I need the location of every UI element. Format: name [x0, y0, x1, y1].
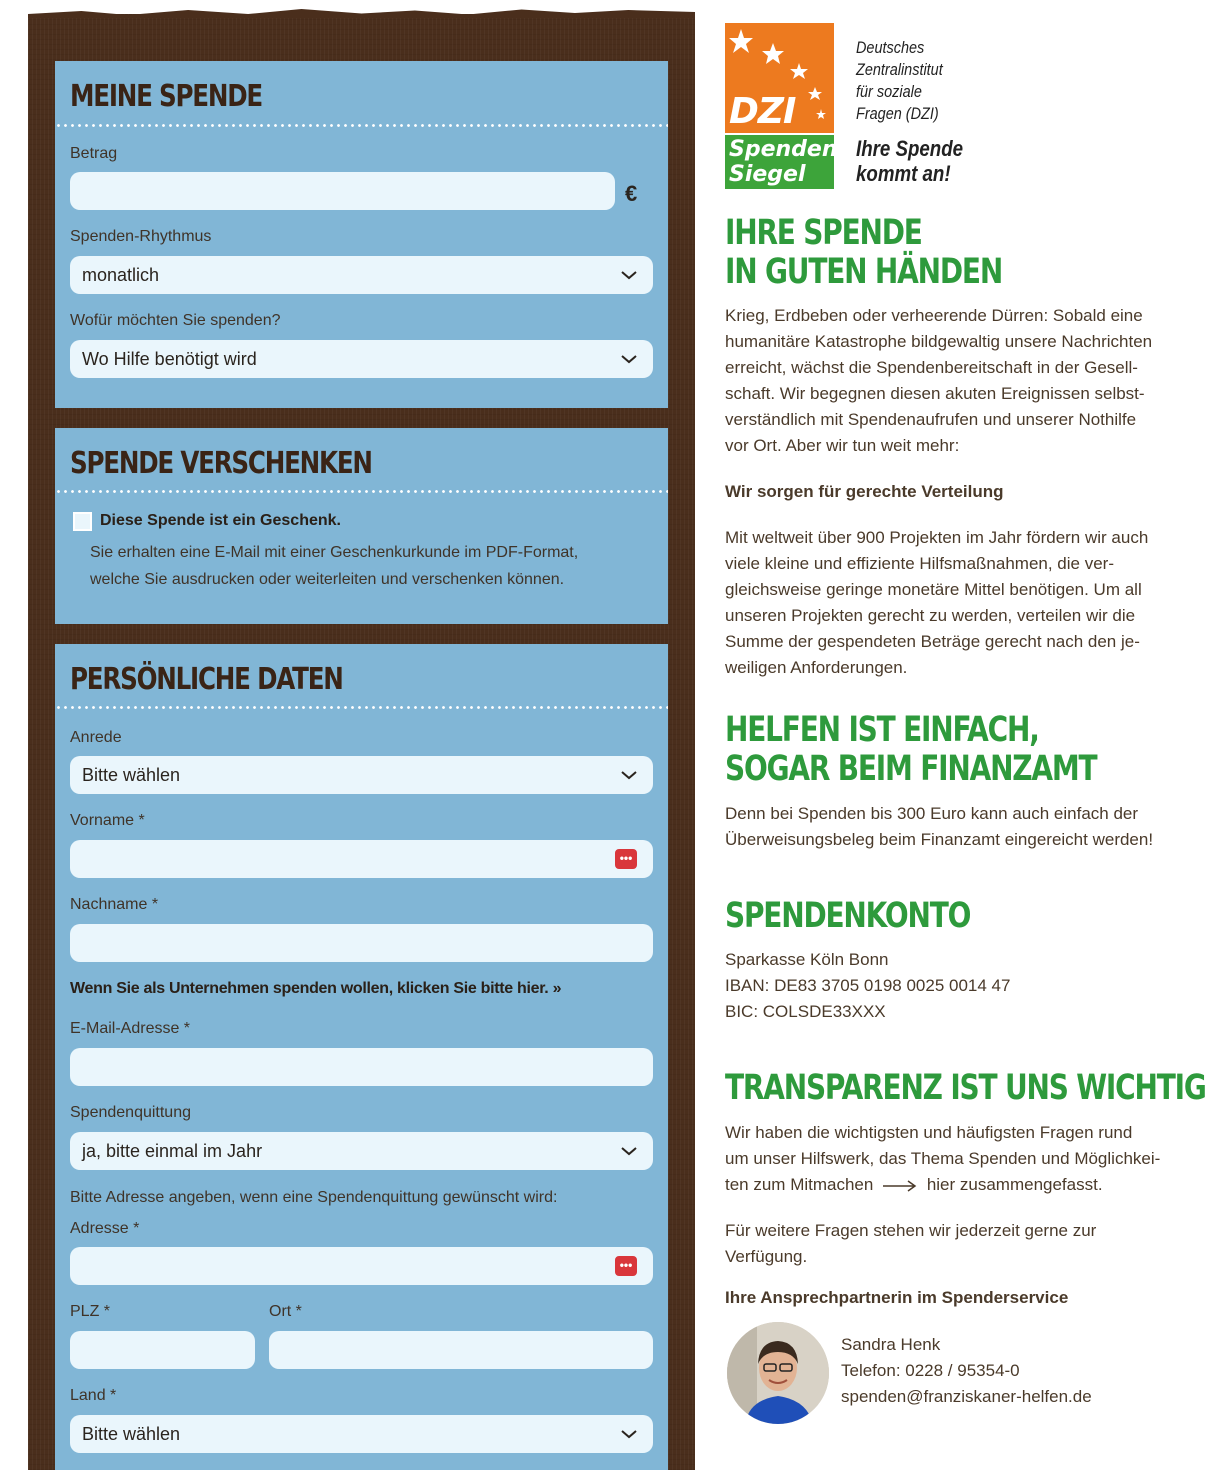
bank-name: Sparkasse Köln Bonn	[725, 950, 889, 969]
personal-heading: PERSÖNLICHE DATEN	[70, 662, 343, 697]
seal-dzi-text: DZI	[729, 91, 796, 132]
heading-line: IN GUTEN HÄNDEN	[725, 252, 1003, 292]
chevron-down-icon	[621, 351, 637, 367]
heading-good-hands	[725, 214, 1002, 292]
salutation-select[interactable]	[70, 756, 653, 794]
contact-email[interactable]: spenden@franziskaner-helfen.de	[841, 1387, 1092, 1406]
text-line: erreicht, wächst die Spendenbereitschaft in der Gesell-	[725, 358, 1138, 377]
divider	[55, 706, 668, 709]
divider	[55, 490, 668, 493]
email-label: E-Mail-Adresse *	[70, 1020, 191, 1037]
text-line: gleichsweise geringe monetäre Mittel benötigen. Um all	[725, 580, 1142, 599]
seal-bottom	[725, 133, 847, 189]
chevron-down-icon	[621, 1143, 637, 1159]
rhythm-value: monatlich	[82, 265, 160, 285]
receipt-select[interactable]	[70, 1132, 653, 1170]
email-input[interactable]	[70, 1048, 653, 1086]
country-value: Bitte wählen	[82, 1424, 181, 1444]
text-line: viele kleine und effiziente Hilfsmaßnahmen, die ver-	[725, 554, 1114, 573]
person-photo	[727, 1322, 829, 1424]
arrow-right-icon	[882, 1180, 918, 1192]
org-line: Fragen (DZI)	[856, 104, 939, 123]
city-input[interactable]	[269, 1331, 653, 1369]
org-line: Zentralinstitut	[856, 60, 943, 79]
bank-bic: BIC: COLSDE33XXX	[725, 1002, 886, 1021]
text-line: schaft. Wir begegnen diesen akuten Ereignissen selbst-	[725, 384, 1145, 403]
firstname-input[interactable]	[70, 840, 653, 878]
text-line: Mit weltweit über 900 Projekten im Jahr fördern wir auch	[725, 528, 1149, 547]
address-input[interactable]	[70, 1247, 653, 1285]
text-fragment: ten zum Mitmachen	[725, 1175, 874, 1194]
heading-line: HELFEN IST EINFACH,	[725, 710, 1039, 750]
text-line	[725, 1172, 1193, 1198]
donation-panel	[55, 61, 668, 408]
questions-paragraph	[725, 1218, 1193, 1270]
contact-name: Sandra Henk	[841, 1335, 941, 1354]
heading-line: IHRE SPENDE	[725, 213, 922, 253]
donation-heading: MEINE SPENDE	[70, 79, 263, 114]
country-select[interactable]	[70, 1415, 653, 1453]
bank-iban: IBAN: DE83 3705 0198 0025 0014 47	[725, 976, 1011, 995]
zip-input[interactable]	[70, 1331, 255, 1369]
seal-line: Siegel	[729, 162, 806, 187]
lastname-input[interactable]	[70, 924, 653, 962]
zip-label: PLZ *	[70, 1303, 111, 1320]
subheading-distribution: Wir sorgen für gerechte Verteilung	[725, 482, 1004, 501]
text-line: Wir haben die wichtigsten und häufigsten Fragen rund	[725, 1123, 1133, 1142]
gift-checkbox-label[interactable]: Diese Spende ist ein Geschenk.	[100, 512, 341, 529]
text-line: vor Ort. Aber wir tun weit mehr:	[725, 436, 960, 455]
password-manager-icon[interactable]: •••	[615, 1256, 637, 1276]
chevron-down-icon	[621, 1426, 637, 1442]
claim-line: kommt an!	[856, 161, 951, 186]
text-line: um unser Hilfswerk, das Thema Spenden und Möglichkei-	[725, 1149, 1161, 1168]
salutation-value: Bitte wählen	[82, 765, 181, 785]
dzi-seal-logo	[725, 23, 847, 189]
country-label: Land *	[70, 1387, 117, 1404]
gift-heading: SPENDE VERSCHENKEN	[70, 446, 372, 481]
gift-checkbox[interactable]	[73, 512, 92, 531]
address-label: Adresse *	[70, 1220, 140, 1237]
gift-description-line: welche Sie ausdrucken oder weiterleiten und verschenken können.	[90, 571, 565, 588]
dzi-org-name	[856, 37, 943, 125]
org-line: Deutsches	[856, 38, 925, 57]
rhythm-select[interactable]	[70, 256, 653, 294]
lastname-label: Nachname *	[70, 896, 159, 913]
city-label: Ort *	[269, 1303, 302, 1320]
avatar	[727, 1322, 829, 1424]
rhythm-label: Spenden-Rhythmus	[70, 228, 212, 245]
claim-line: Ihre Spende	[856, 136, 964, 161]
text-line: weiligen Anforderungen.	[725, 658, 908, 677]
seal-line: Spenden-	[729, 137, 847, 162]
text-line: unseren Projekten gerecht zu werden, verteilen wir die	[725, 606, 1136, 625]
dzi-claim	[856, 136, 963, 186]
org-line: für soziale	[856, 82, 922, 101]
purpose-label: Wofür möchten Sie spenden?	[70, 312, 281, 329]
transparency-paragraph	[725, 1120, 1193, 1198]
text-line: verständlich mit Spendenaufrufen und unserer Nothilfe	[725, 410, 1137, 429]
address-hint: Bitte Adresse angeben, wenn eine Spendenquittung gewünscht wird:	[70, 1189, 558, 1206]
contact-phone: Telefon: 0228 / 95354-0	[841, 1361, 1020, 1380]
faq-link[interactable]: hier zusammengefasst.	[926, 1175, 1103, 1194]
bank-details	[725, 947, 1193, 1025]
heading-transparency: TRANSPARENZ IST UNS WICHTIG	[725, 1068, 1206, 1108]
contact-details	[841, 1332, 1191, 1410]
euro-symbol: €	[625, 181, 638, 206]
receipt-label: Spendenquittung	[70, 1104, 191, 1121]
heading-line: SOGAR BEIM FINANZAMT	[725, 749, 1097, 789]
chevron-down-icon	[621, 767, 637, 783]
firstname-label: Vorname *	[70, 812, 145, 829]
text-line: Summe der gespendeten Beträge gerecht nach den je-	[725, 632, 1140, 651]
gift-panel	[55, 428, 668, 624]
salutation-label: Anrede	[70, 729, 122, 746]
receipt-value: ja, bitte einmal im Jahr	[82, 1141, 263, 1161]
divider	[55, 124, 668, 127]
personal-panel	[55, 644, 668, 1470]
amount-input[interactable]	[70, 172, 615, 210]
heading-tax-office	[725, 711, 1096, 789]
amount-label: Betrag	[70, 145, 118, 162]
company-donation-link[interactable]: Wenn Sie als Unternehmen spenden wollen, klicken Sie bitte hier. »	[70, 980, 562, 997]
distribution-paragraph	[725, 525, 1193, 681]
text-line: Denn bei Spenden bis 300 Euro kann auch einfach der	[725, 804, 1139, 823]
text-line: humanitäre Katastrophe bildgewaltig unsere Nachrichten	[725, 332, 1153, 351]
purpose-select[interactable]	[70, 340, 653, 378]
chevron-down-icon	[621, 267, 637, 283]
text-line: Für weitere Fragen stehen wir jederzeit gerne zur	[725, 1221, 1097, 1240]
intro-paragraph	[725, 303, 1193, 459]
text-line: Überweisungsbeleg beim Finanzamt eingereicht werden!	[725, 830, 1154, 849]
seal-siegel-text	[729, 137, 847, 187]
heading-bank-account: SPENDENKONTO	[725, 896, 971, 936]
text-line: Verfügung.	[725, 1247, 808, 1266]
seal-top	[725, 23, 834, 133]
text-line: Krieg, Erdbeben oder verheerende Dürren: Sobald eine	[725, 306, 1143, 325]
purpose-value: Wo Hilfe benötigt wird	[82, 349, 257, 369]
tax-paragraph	[725, 801, 1193, 853]
gift-description-line: Sie erhalten eine E-Mail mit einer Geschenkurkunde im PDF-Format,	[90, 544, 579, 561]
password-manager-icon[interactable]: •••	[615, 849, 637, 869]
contact-heading: Ihre Ansprechpartnerin im Spenderservice	[725, 1288, 1069, 1307]
